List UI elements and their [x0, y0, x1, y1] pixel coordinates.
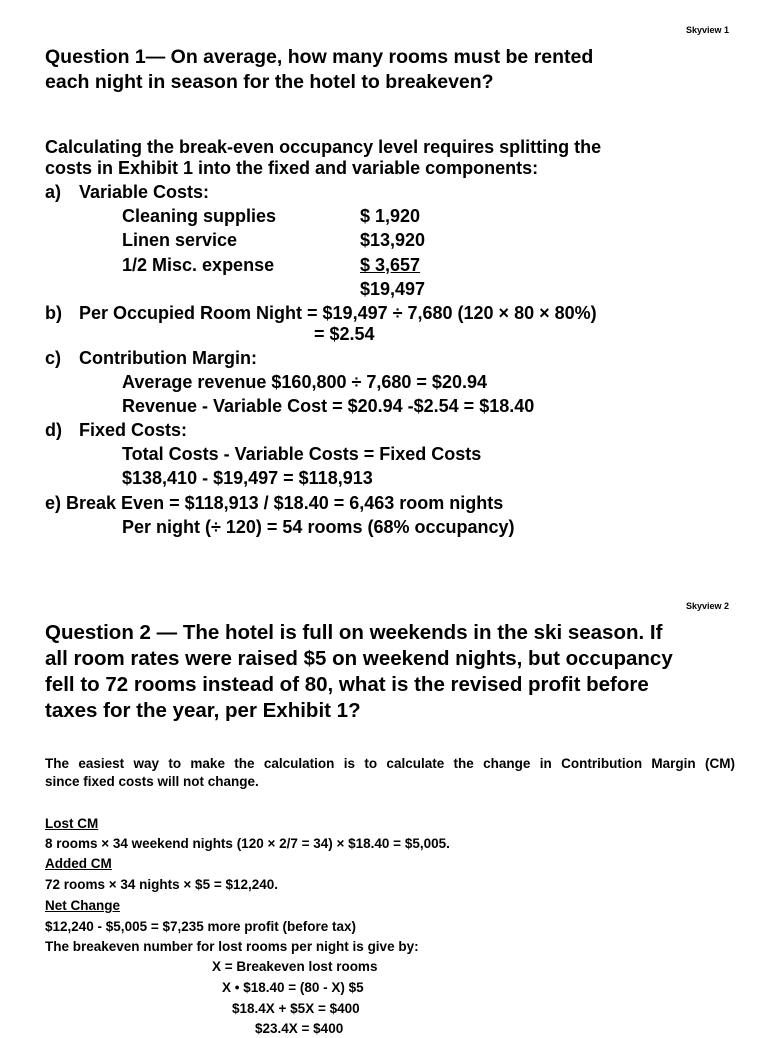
item-d-marker: d): [45, 420, 62, 440]
intro-line-2: since fixed costs will not change.: [45, 774, 259, 789]
intro-line-2: costs in Exhibit 1 into the fixed and variable components:: [45, 158, 539, 178]
item-d-title: Fixed Costs:: [79, 420, 188, 440]
question-1-title-line-1: Question 1— On average, how many rooms must be rented: [45, 46, 594, 68]
question-2-title-line-4: taxes for the year, per Exhibit 1?: [45, 699, 361, 722]
question-1-title-line-2: each night in season for the hotel to breakeven?: [45, 71, 494, 93]
item-a-title: Variable Costs:: [79, 182, 210, 202]
net-change-calculation: $12,240 - $5,005 = $7,235 more profit (before tax): [45, 919, 357, 934]
variable-cost-amount: $ 3,657: [360, 255, 421, 275]
variable-cost-amount: $ 1,920: [360, 206, 421, 226]
net-change-heading: Net Change: [45, 898, 121, 913]
item-c-marker: c): [45, 348, 62, 368]
equation-line: $23.4X = $400: [255, 1021, 344, 1036]
variable-cost-amount: $13,920: [360, 230, 426, 250]
item-b-line-1: Per Occupied Room Night = $19,497 ÷ 7,680 (120 × 80 × 80%): [79, 303, 597, 323]
variable-cost-label: Linen service: [122, 230, 238, 250]
item-a-marker: a): [45, 182, 62, 202]
item-b-marker: b): [45, 303, 62, 323]
equation-line: $18.4X + $5X = $400: [232, 1001, 360, 1016]
equation-line: X • $18.40 = (80 - X) $5: [222, 980, 364, 995]
added-cm-calculation: 72 rooms × 34 nights × $5 = $12,240.: [45, 877, 279, 892]
question-2-title-line-3: fell to 72 rooms instead of 80, what is the revised profit before: [45, 673, 649, 696]
lost-cm-calculation: 8 rooms × 34 weekend nights (120 × 2/7 = 34) × $18.40 = $5,005.: [45, 836, 450, 851]
item-c-line-1: Average revenue $160,800 ÷ 7,680 = $20.94: [122, 372, 487, 392]
added-cm-heading: Added CM: [45, 856, 112, 871]
item-e-line-1: e) Break Even = $118,913 / $18.40 = 6,463 room nights: [45, 493, 504, 513]
item-e-line-2: Per night (÷ 120) = 54 rooms (68% occupancy): [122, 517, 515, 537]
intro-line-1: The easiest way to make the calculation is to calculate the change in Contribution Margin (CM): [45, 756, 735, 771]
item-c-title: Contribution Margin:: [79, 348, 257, 368]
item-d-line-2: $138,410 - $19,497 = $118,913: [122, 468, 373, 488]
item-b-line-2: = $2.54: [314, 324, 375, 344]
question-2-title-line-2: all room rates were raised $5 on weekend nights, but occupancy: [45, 647, 673, 670]
breakeven-intro: The breakeven number for lost rooms per night is give by:: [45, 939, 419, 954]
page-header: Skyview 2: [686, 601, 730, 611]
item-c-line-2: Revenue - Variable Cost = $20.94 -$2.54 = $18.40: [122, 396, 535, 416]
variable-cost-label: 1/2 Misc. expense: [122, 255, 275, 275]
item-d-line-1: Total Costs - Variable Costs = Fixed Costs: [122, 444, 482, 464]
lost-cm-heading: Lost CM: [45, 816, 99, 831]
page-header: Skyview 1: [686, 25, 730, 35]
question-2-title-line-1: Question 2 — The hotel is full on weekends in the ski season. If: [45, 621, 663, 644]
variable-cost-label: Cleaning supplies: [122, 206, 277, 226]
equation-line: X = Breakeven lost rooms: [212, 959, 378, 974]
variable-cost-total: $19,497: [360, 279, 426, 299]
intro-line-1: Calculating the break-even occupancy level requires splitting the: [45, 137, 602, 157]
